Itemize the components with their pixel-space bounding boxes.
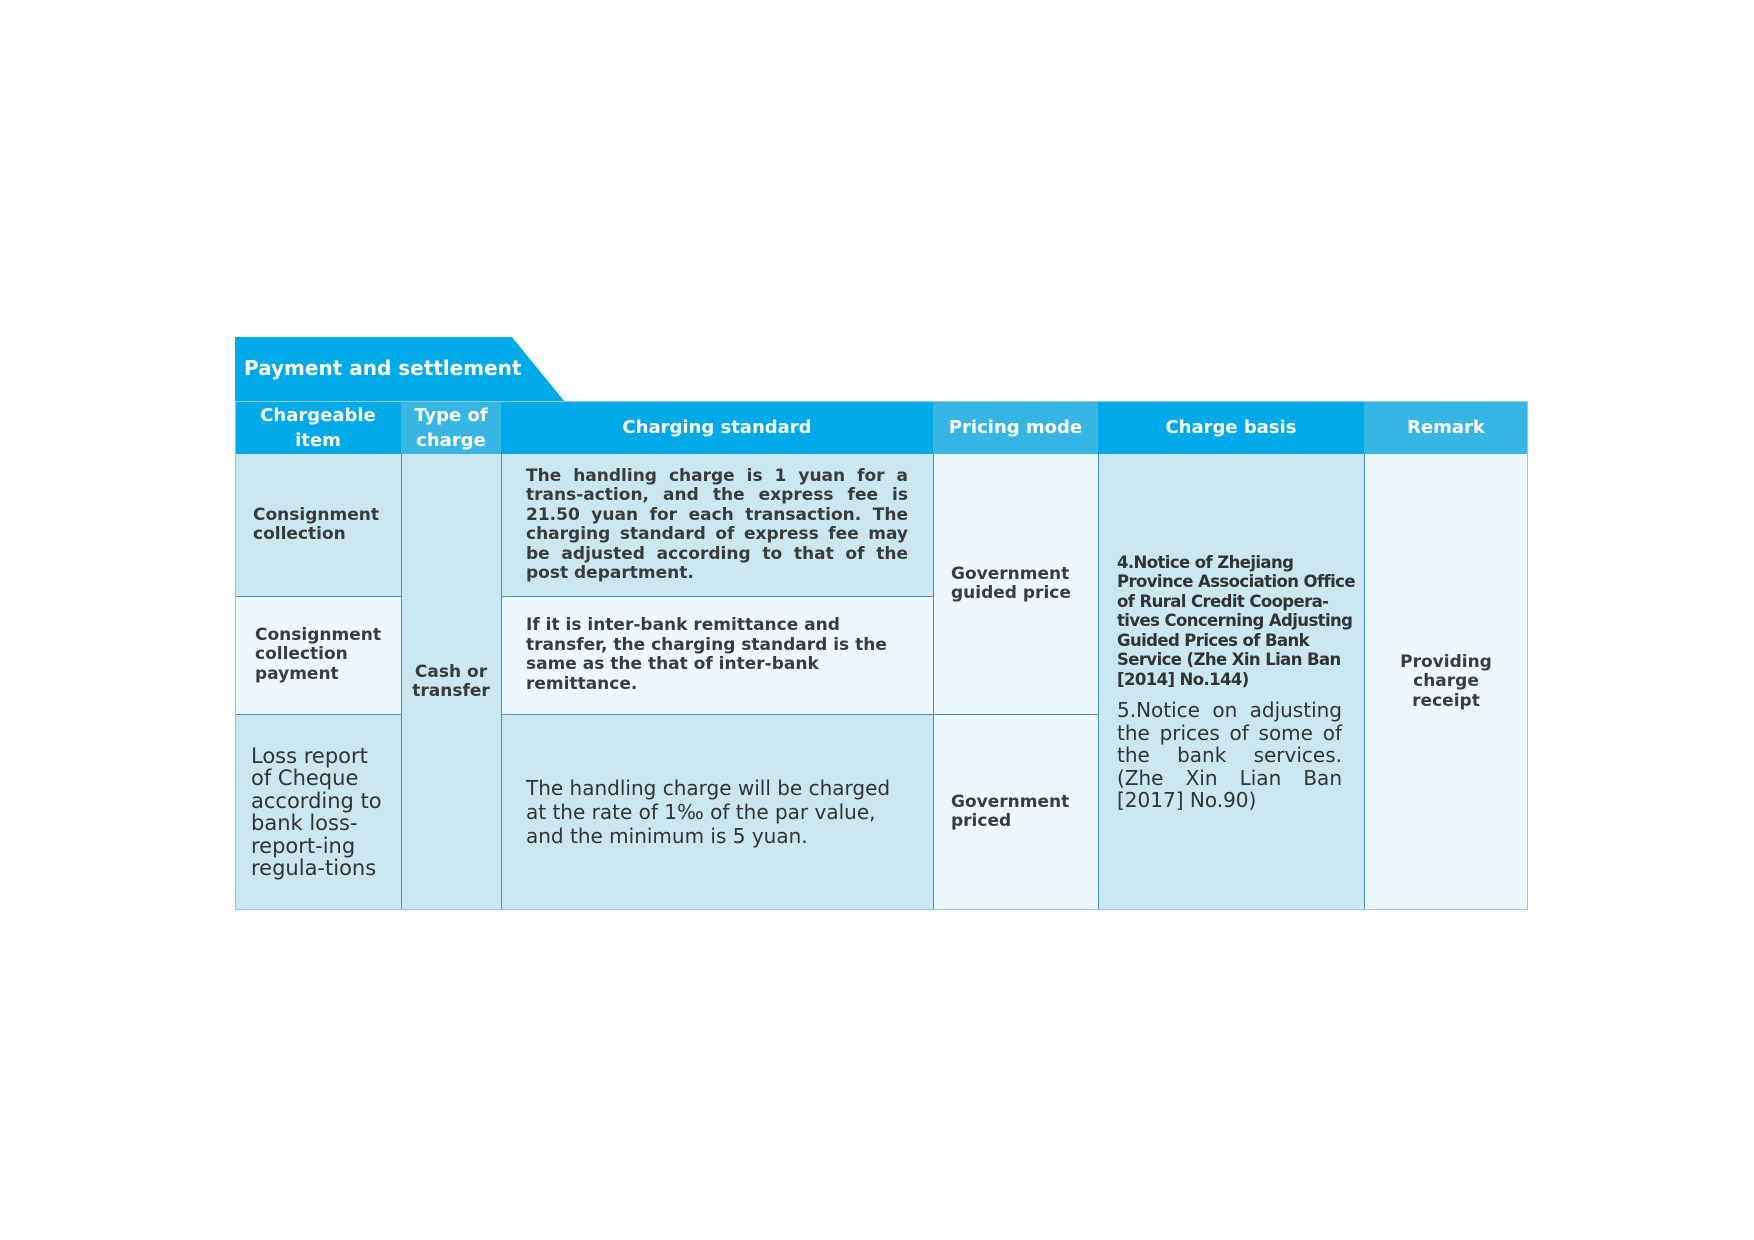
- pricing-mode-priced: [933, 714, 1098, 910]
- row-2-item: [235, 596, 401, 714]
- row-3-standard: [501, 714, 933, 910]
- header-pricing-mode-label: Pricing mode: [948, 417, 1083, 438]
- charge-basis-cell: [1098, 454, 1364, 910]
- divider-col-3: [933, 454, 934, 910]
- pricing-mode-guided: [933, 454, 1098, 714]
- header-charge-basis: [1098, 401, 1364, 454]
- divider-row-2-item: [235, 714, 401, 715]
- row-2-standard-text: If it is inter-bank remittance and transfer, the charging standard is the same as the that of inter-bank remittance.: [526, 615, 887, 694]
- remark-text: Providing charge receipt: [1400, 651, 1492, 711]
- pricing-mode-guided-text: Government guided price: [951, 563, 1071, 603]
- header-charging-standard-label: Charging standard: [622, 417, 812, 438]
- header-remark: [1364, 401, 1528, 454]
- divider-col-2: [501, 454, 502, 910]
- row-3-item-text: Loss report of Cheque according to bank loss-report-ing regula-tions: [251, 743, 382, 880]
- header-charge-basis-label: Charge basis: [1165, 417, 1297, 438]
- header-type-of-charge-label: Type of charge: [414, 404, 488, 451]
- row-3-item: [235, 714, 401, 910]
- type-of-charge-cell: [401, 454, 501, 910]
- divider-col-1: [401, 454, 402, 910]
- header-chargeable-item-label: Chargeable item: [260, 404, 376, 451]
- row-3-standard-text: The handling charge will be charged at the rate of 1‰ of the par value, and the minimum is 5 yuan.: [526, 776, 891, 848]
- row-2-item-text: Consignment collection payment: [255, 624, 381, 684]
- section-title: Payment and settlement: [244, 356, 522, 380]
- divider-row-2-standard: [501, 714, 1098, 715]
- divider-row-1-item: [235, 596, 401, 597]
- charge-basis-2014-notice: 4.Notice of Zhejiang Province Association Office of Rural Credit Coopera-tives Concerning Adjusting Guided Prices of Bank Service (Zhe Xin Lian Ban [2014] No.144): [1117, 552, 1355, 689]
- divider-row-1-standard: [501, 596, 933, 597]
- header-remark-label: Remark: [1407, 417, 1485, 438]
- type-of-charge-text: Cash or transfer: [412, 661, 490, 701]
- row-1-item-text: Consignment collection: [253, 504, 379, 544]
- row-2-standard: [501, 596, 933, 714]
- row-1-item: [235, 454, 401, 596]
- fee-table: [235, 401, 1528, 910]
- header-type-of-charge: [401, 401, 501, 454]
- divider-col-4: [1098, 454, 1099, 910]
- divider-col-5: [1364, 454, 1365, 910]
- charge-basis-2017-notice: 5.Notice on adjusting the prices of some of the bank services. (Zhe Xin Lian Ban [2017] No.90): [1117, 698, 1342, 812]
- row-1-standard: [501, 454, 933, 596]
- pricing-mode-priced-text: Government priced: [951, 791, 1070, 831]
- header-chargeable-item: [235, 401, 401, 454]
- row-1-standard-text: The handling charge is 1 yuan for a trans-action, and the express fee is 21.50 yuan for each transaction. The charging standard of express fee may be adjusted according to that of the post department.: [526, 465, 908, 583]
- header-charging-standard: [501, 401, 933, 454]
- remark-cell: [1364, 454, 1528, 910]
- header-pricing-mode: [933, 401, 1098, 454]
